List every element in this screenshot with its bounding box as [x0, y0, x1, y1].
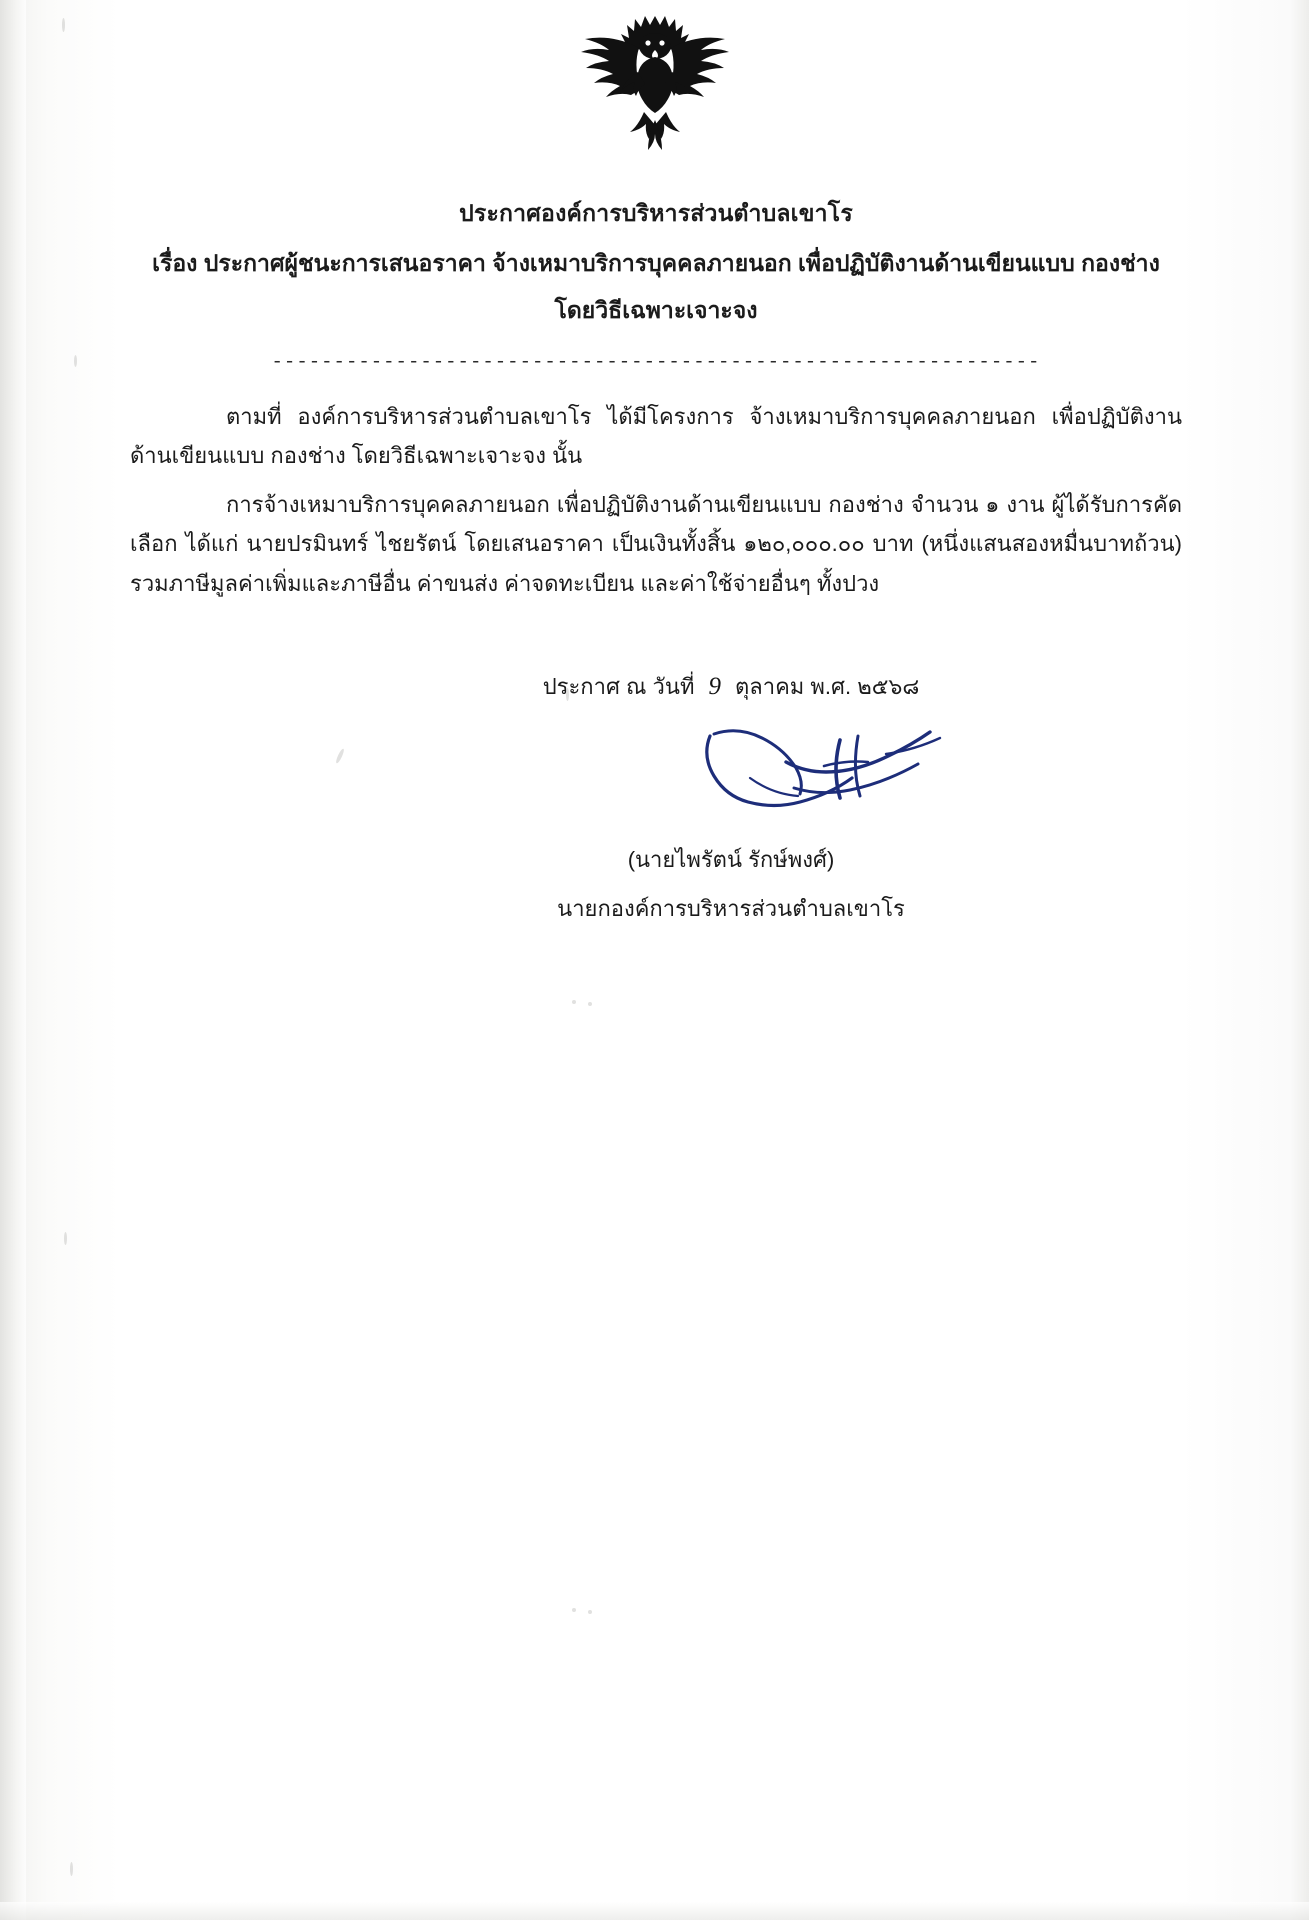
- scan-edge-left: [0, 0, 26, 1920]
- title-line-subject: เรื่อง ประกาศผู้ชนะการเสนอราคา จ้างเหมาบริการบุคคลภายนอก เพื่อปฏิบัติงานด้านเขียนแบบ กองช่าง: [152, 249, 1160, 276]
- paragraph-background-text: ตามที่ องค์การบริหารส่วนตำบลเขาโร ได้มีโครงการ จ้างเหมาบริการบุคคลภายนอก เพื่อปฏิบัติงานด้านเขียนแบบ กองช่าง โดยวิธีเฉพาะเจาะจง นั้น: [130, 403, 1182, 469]
- paragraph-award-text: การจ้างเหมาบริการบุคคลภายนอก เพื่อปฏิบัติงานด้านเขียนแบบ กองช่าง จำนวน ๑ งาน ผู้ได้รับการคัดเลือก ได้แก่ นายปรมินทร์ ไชยรัตน์ โดยเสนอราคา เป็นเงินทั้งสิ้น ๑๒๐,๐๐๐.๐๐ บาท (หนึ่งแสนสองหมื่นบาทถ้วน) รวมภาษีมูลค่าเพิ่มและภาษีอื่น ค่าขนส่ง ค่าจดทะเบียน และค่าใช้จ่ายอื่นๆ ทั้งปวง: [130, 492, 1182, 596]
- announcement-date-line: [130, 669, 1182, 704]
- scan-speck: [588, 1002, 592, 1006]
- scan-speck: [64, 1232, 67, 1245]
- paragraph-background: [130, 397, 1182, 475]
- scan-speck: [70, 1862, 73, 1876]
- garuda-emblem: [580, 12, 730, 164]
- scan-speck: [572, 1000, 576, 1004]
- signature-area: [130, 710, 1182, 842]
- scan-speck: [74, 355, 77, 367]
- title-line-organization: ประกาศองค์การบริหารส่วนตำบลเขาโร: [459, 200, 853, 226]
- scan-speck: [62, 18, 65, 32]
- title-line-method: โดยวิธีเฉพาะเจาะจง: [554, 297, 758, 324]
- scan-speck: [588, 1610, 592, 1614]
- date-day-handwritten: 9: [708, 672, 721, 700]
- scan-edge-bottom: [0, 1902, 1309, 1920]
- handwritten-signature: [690, 718, 990, 838]
- signature-name: (นายไพรัตน์ รักษ์พงศ์): [627, 846, 835, 872]
- announcement-title: [130, 196, 1182, 329]
- paragraph-award: [130, 485, 1182, 602]
- title-divider: --------------------------------------------------------------: [271, 350, 1041, 373]
- document-body: [130, 196, 1182, 926]
- date-suffix: ตุลาคม พ.ศ. ๒๕๖๘: [734, 673, 920, 699]
- signature-position: นายกองค์การบริหารส่วนตำบลเขาโร: [557, 895, 905, 921]
- scan-speck: [572, 1608, 576, 1612]
- date-prefix: ประกาศ ณ วันที่: [542, 673, 695, 699]
